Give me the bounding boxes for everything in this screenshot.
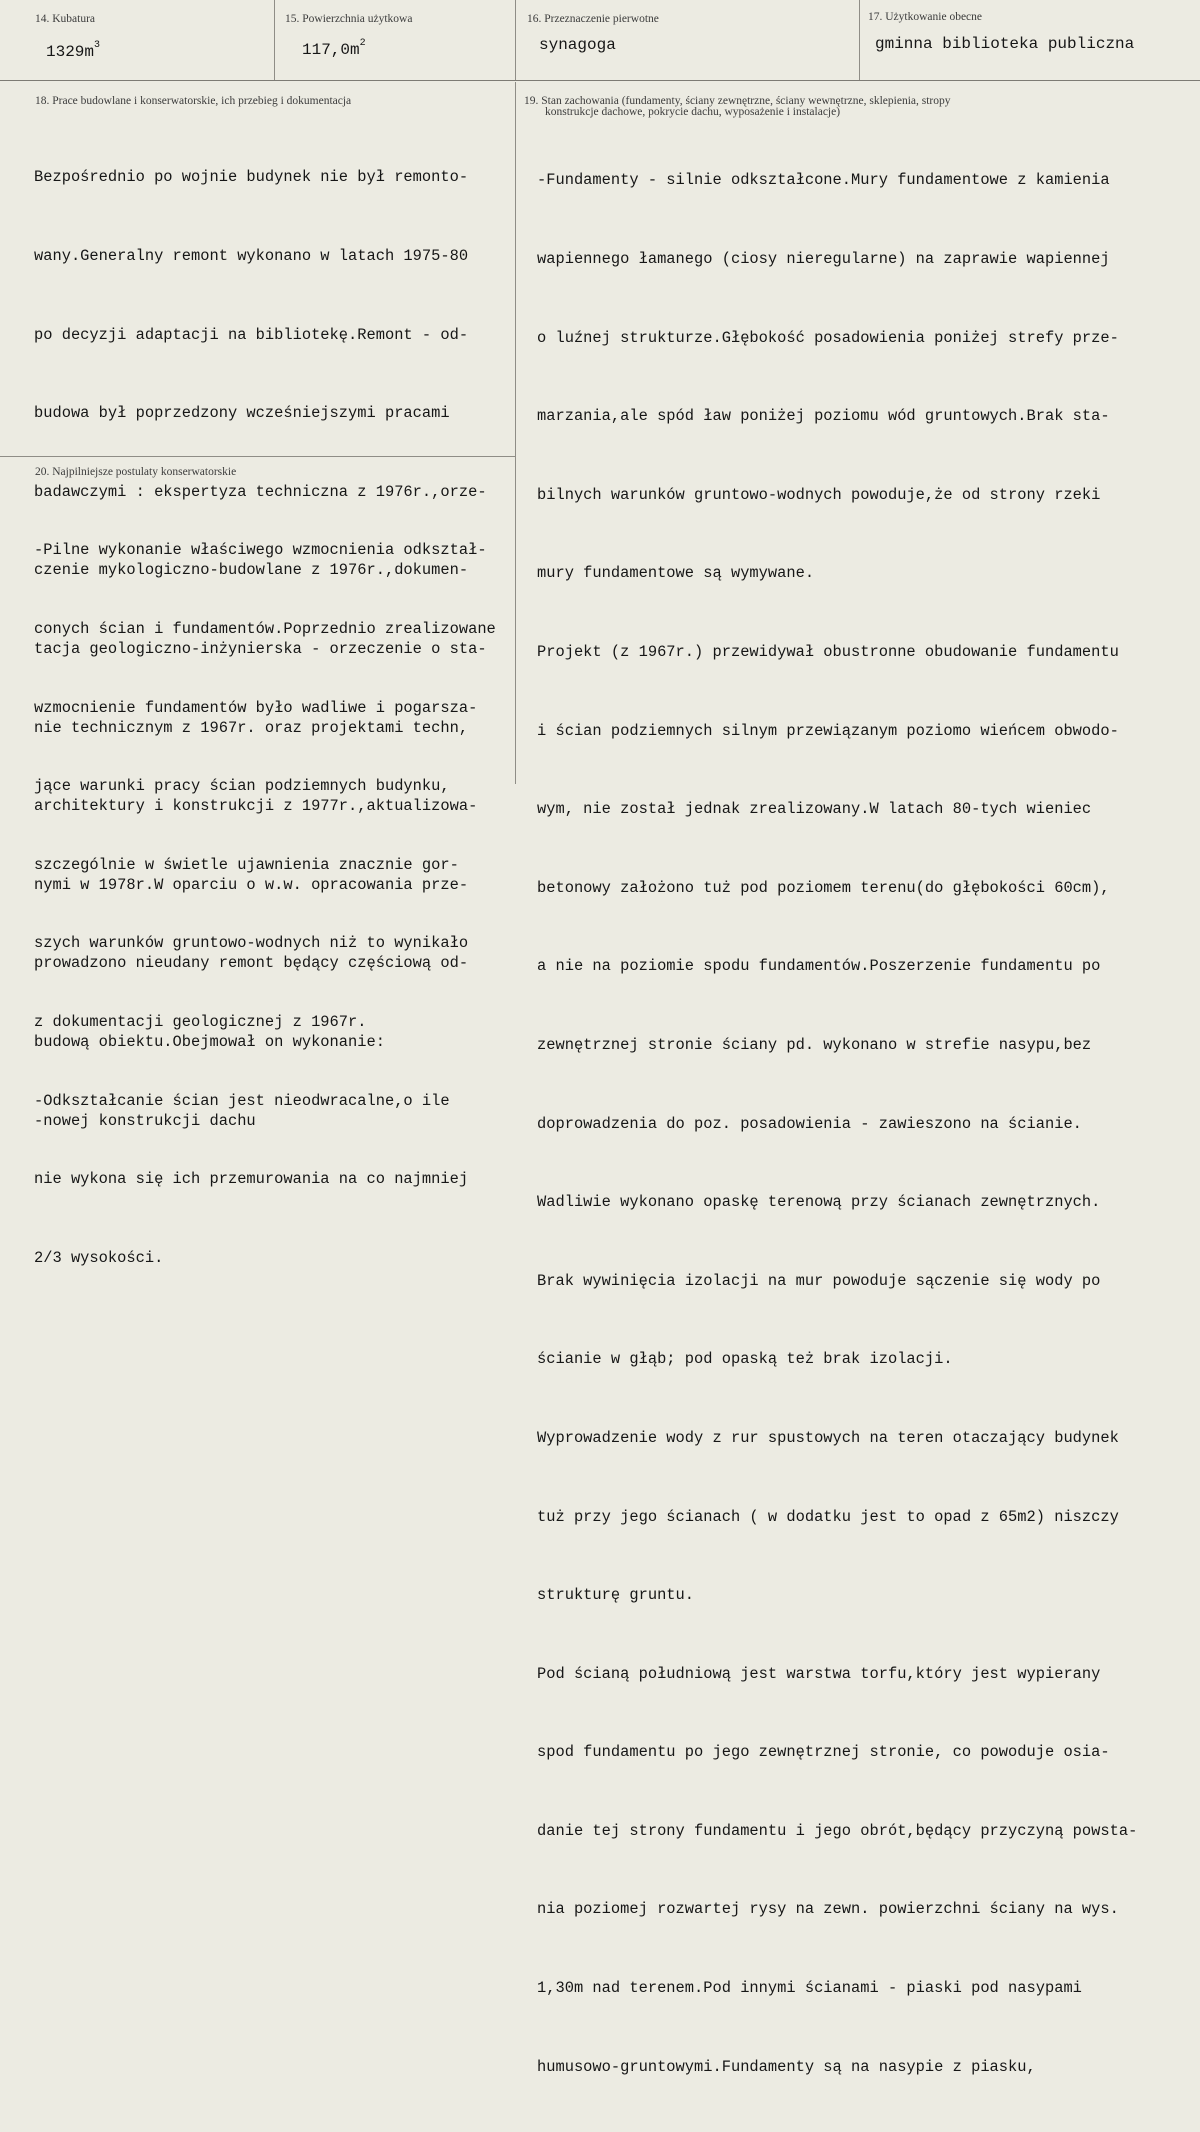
section-19-line: bilnych warunków gruntowo-wodnych powoduje,że od strony rzeki [537, 485, 1101, 504]
section-20-line: nie wykona się ich przemurowania na co najmniej [34, 1170, 469, 1189]
section-18-label: 18. Prace budowlane i konserwatorskie, ich przebieg i dokumentacja [35, 95, 352, 107]
field-17-value: gminna biblioteka publiczna [875, 35, 1135, 53]
section-19-line: -Fundamenty - silnie odkształcone.Mury fundamentowe z kamienia [537, 171, 1110, 190]
section-18-line: czenie mykologiczno-budowlane z 1976r.,dokumen- [34, 561, 469, 580]
section-18-line: badawczymi : ekspertyza techniczna z 1976r.,orze- [34, 482, 487, 501]
section-19-label-cont: konstrukcje dachowe, pokrycie dachu, wyposażenie i instalacje) [545, 106, 841, 118]
section-19-line: humusowo-gruntowymi.Fundamenty są na nasypie z piasku, [537, 2057, 1036, 2076]
section-19-line: nia poziomej rozwartej rysy na zewn. powierzchni ściany na wys. [537, 1900, 1119, 1919]
field-16-value: synagoga [539, 36, 616, 54]
divider-v1 [274, 0, 275, 80]
section-19-line: strukturę gruntu. [537, 1586, 695, 1605]
section-20-label: 20. Najpilniejsze postulaty konserwatorskie [35, 466, 237, 478]
section-18-line: -nowej konstrukcji dachu [34, 1111, 256, 1130]
section-19-line: a nie na poziomie spodu fundamentów.Poszerzenie fundamentu po [537, 957, 1101, 976]
section-19-line: ścianie w głąb; pod opaską też brak izolacji. [537, 1350, 953, 1369]
section-19-label: 19. Stan zachowania (fundamenty, ściany zewnętrzne, ściany wewnętrzne, sklepienia, stropy [524, 95, 951, 107]
section-18-line: architektury i konstrukcji z 1977r.,aktualizowa- [34, 797, 478, 816]
kubatura-value: 1329m [46, 43, 95, 61]
divider-v3 [859, 0, 860, 80]
field-16-label: 16. Przeznaczenie pierwotne [527, 13, 659, 25]
section-19-line: o luźnej strukturze.Głębokość posadowienia poniżej strefy prze- [537, 328, 1119, 347]
section-19-line: Pod ścianą południową jest warstwa torfu,który jest wypierany [537, 1664, 1101, 1683]
section-19-line: tuż przy jego ścianach ( w dodatku jest to opad z 65m2) niszczy [537, 1507, 1119, 1526]
section-19-text [537, 115, 1137, 2132]
section-19-line: marzania,ale spód ław poniżej poziomu wód gruntowych.Brak sta- [537, 407, 1110, 426]
section-19-line: Wyprowadzenie wody z rur spustowych na teren otaczający budynek [537, 1428, 1119, 1447]
section-19-line: spod fundamentu po jego zewnętrznej stronie, co powoduje osia- [537, 1743, 1110, 1762]
divider-v-main [515, 82, 516, 784]
section-19-line: Projekt (z 1967r.) przewidywał obustronne obudowanie fundamentu [537, 642, 1119, 661]
section-18-line: wany.Generalny remont wykonano w latach 1975-80 [34, 247, 469, 265]
section-20-line: -Pilne wykonanie właściwego wzmocnienia odkształ- [34, 541, 487, 560]
section-18-line: budową obiektu.Obejmował on wykonanie: [34, 1032, 385, 1051]
section-19-line: danie tej strony fundamentu i jego obrót,będący przyczyną powsta- [537, 1821, 1138, 1840]
section-19-line: mury fundamentowe są wymywane. [537, 564, 815, 583]
section-20-line: conych ścian i fundamentów.Poprzednio zrealizowane [34, 620, 496, 638]
section-18-line: tacja geologiczno-inżynierska - orzeczenie o sta- [34, 639, 487, 658]
section-19-line: betonowy założono tuż pod poziomem terenu(do głębokości 60cm), [537, 878, 1110, 897]
section-18-line: nymi w 1978r.W oparciu o w.w. opracowania prze- [34, 875, 469, 894]
section-20-text [34, 485, 496, 1323]
section-18-line: nie technicznym z 1967r. oraz projektami techn, [34, 718, 469, 737]
divider-v2 [515, 0, 516, 80]
section-18-line: budowa był poprzedzony wcześniejszymi pracami [34, 404, 450, 423]
divider-h-top [0, 80, 1200, 81]
section-18-line: prowadzono nieudany remont będący częściową od- [34, 954, 469, 973]
field-14-value [46, 40, 100, 61]
section-19-line: wapiennego łamanego (ciosy nieregularne) na zaprawie wapiennej [537, 250, 1110, 268]
section-18-line: po decyzji adaptacji na bibliotekę.Remont - od- [34, 325, 469, 344]
section-20-line: szczególnie w świetle ujawnienia znacznie gor- [34, 855, 459, 874]
section-19-line: Brak wywinięcia izolacji na mur powoduje sączenie się wody po [537, 1271, 1101, 1290]
section-20-line: z dokumentacji geologicznej z 1967r. [34, 1012, 367, 1031]
section-20-line: wzmocnienie fundamentów było wadliwe i pogarsza- [34, 698, 478, 717]
section-19-line: 1,30m nad terenem.Pod innymi ścianami - piaski pod nasypami [537, 1979, 1082, 1998]
field-14-label: 14. Kubatura [35, 13, 96, 25]
section-19-line: zewnętrznej stronie ściany pd. wykonano w strefie nasypu,bez [537, 1035, 1092, 1054]
section-19-line: doprowadzenia do poz. posadowienia - zawieszono na ścianie. [537, 1114, 1082, 1133]
kubatura-unit-sup: 3 [94, 40, 101, 51]
field-15-label: 15. Powierzchnia użytkowa [285, 13, 413, 25]
section-20-line: szych warunków gruntowo-wodnych niż to wynikało [34, 934, 469, 953]
field-15-value [302, 38, 366, 59]
section-20-line: jące warunki pracy ścian podziemnych budynku, [34, 777, 450, 796]
section-18-line: Bezpośrednio po wojnie budynek nie był remonto- [34, 168, 469, 187]
section-19-line: Wadliwie wykonano opaskę terenową przy ścianach zewnętrznych. [537, 1193, 1101, 1212]
area-unit-sup: 2 [359, 38, 366, 49]
section-20-line: -Odkształcanie ścian jest nieodwracalne,o ile [34, 1091, 450, 1110]
section-20-line: 2/3 wysokości. [34, 1248, 164, 1267]
area-value: 117,0m [302, 41, 360, 59]
field-17-label: 17. Użytkowanie obecne [868, 11, 983, 23]
section-19-line: wym, nie został jednak zrealizowany.W latach 80-tych wieniec [537, 800, 1092, 819]
section-19-line: i ścian podziemnych silnym przewiązanym poziomo wieńcem obwodo- [537, 721, 1119, 740]
